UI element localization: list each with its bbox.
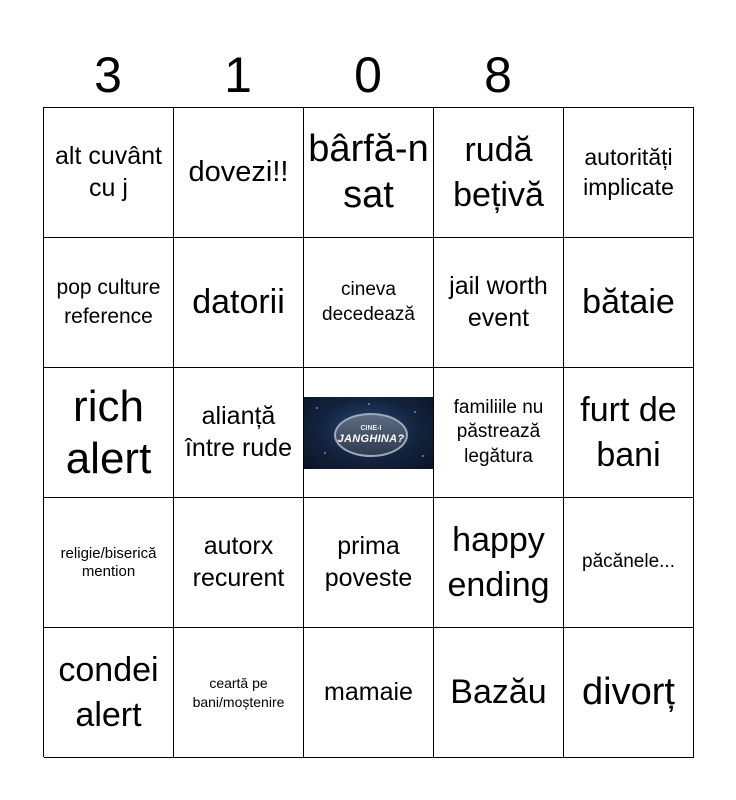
cell-text: prima poveste (324, 532, 413, 592)
bingo-cell[interactable] (44, 108, 174, 238)
cell-text: păcănele... (582, 551, 675, 573)
cell-text: familiile nu păstrează legătura (453, 397, 544, 467)
header-letter: 3 (94, 47, 122, 103)
bingo-cell[interactable] (44, 498, 174, 628)
cell-text: rich alert (65, 381, 152, 483)
cell-text: alt cuvânt cu j (54, 142, 162, 202)
bingo-cell[interactable] (564, 238, 694, 368)
bingo-cell[interactable] (174, 368, 304, 498)
cell-text: bârfă-n sat (308, 127, 429, 216)
logo-text-main: JANGHINA? (337, 432, 405, 445)
cell-text: alianță între rude (184, 402, 292, 462)
bingo-cell[interactable] (174, 238, 304, 368)
logo-badge (334, 413, 408, 457)
bingo-cell[interactable] (434, 498, 564, 628)
bingo-cell[interactable] (44, 368, 174, 498)
tv-show-logo-image (304, 397, 433, 469)
bingo-cell[interactable] (564, 498, 694, 628)
cell-text: religie/biserică mention (60, 544, 157, 580)
header-letter: 8 (484, 47, 512, 103)
bingo-cell[interactable] (434, 628, 564, 758)
cell-text: furt de bani (580, 391, 677, 474)
bingo-cell[interactable] (304, 238, 434, 368)
logo-text-top: CINE-I (360, 424, 382, 432)
free-space[interactable] (304, 368, 434, 498)
bingo-cell[interactable] (174, 628, 304, 758)
bingo-cell[interactable] (174, 498, 304, 628)
bingo-cell[interactable] (44, 628, 174, 758)
cell-text: datorii (192, 283, 285, 322)
bingo-cell[interactable] (304, 628, 434, 758)
cell-text: jail worth event (449, 272, 548, 332)
bingo-cell[interactable] (434, 108, 564, 238)
bingo-cell[interactable] (44, 238, 174, 368)
bingo-cell[interactable] (174, 108, 304, 238)
bingo-board (43, 107, 694, 757)
bingo-cell[interactable] (304, 108, 434, 238)
cell-text: autorități implicate (583, 143, 674, 200)
cell-text: dovezi!! (188, 155, 289, 188)
cell-text: bătaie (582, 283, 675, 322)
bingo-cell[interactable] (304, 498, 434, 628)
cell-text: rudă bețivă (453, 131, 544, 214)
cell-text: pop culture reference (56, 276, 161, 328)
cell-text: Bazău (450, 673, 547, 712)
cell-text: condei alert (58, 651, 159, 734)
cell-text: ceartă pe bani/moștenire (192, 675, 285, 710)
cell-text: mamaie (324, 677, 413, 706)
bingo-cell[interactable] (564, 628, 694, 758)
bingo-cell[interactable] (434, 238, 564, 368)
bingo-cell[interactable] (564, 108, 694, 238)
header-letter: 1 (224, 47, 252, 103)
cell-text: divorț (582, 670, 675, 713)
cell-text: autorx recurent (192, 532, 285, 592)
header-letter: 0 (354, 47, 382, 103)
cell-text: cineva decedează (322, 279, 415, 325)
bingo-header (43, 44, 563, 106)
cell-text: happy ending (447, 521, 550, 604)
bingo-cell[interactable] (564, 368, 694, 498)
bingo-cell[interactable] (434, 368, 564, 498)
